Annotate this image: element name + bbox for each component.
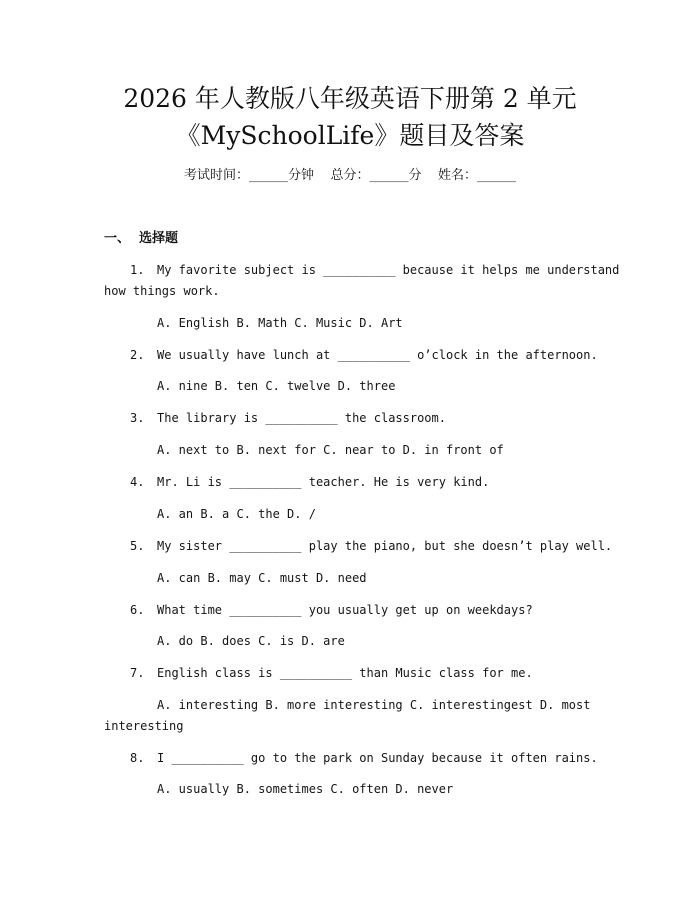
question-stem-line-1: My favorite subject is __________ because it helps me understand [157,263,620,277]
question-number: 8. [130,751,145,765]
question-options: A. nine B. ten C. twelve D. three [157,379,396,393]
question-stem-line-1: Mr. Li is __________ teacher. He is very kind. [157,475,490,489]
question-options: A. usually B. sometimes C. often D. never [157,782,454,796]
question-number: 2. [130,348,145,362]
question-number: 6. [130,603,145,617]
document-title-line-2: 《MySchoolLife》题目及答案 [175,121,525,150]
question-stem-line-1: I __________ go to the park on Sunday because it often rains. [157,751,598,765]
question-options: A. can B. may C. must D. need [157,571,367,585]
document-title-line-1: 2026 年人教版八年级英语下册第 2 单元 [123,84,577,113]
question-number: 4. [130,475,145,489]
question-number: 7. [130,666,145,680]
question-options: A. an B. a C. the D. / [157,507,316,521]
question-stem-line-1: The library is __________ the classroom. [157,411,446,425]
section-heading: 一、 选择题 [104,231,179,246]
question-options: A. do B. does C. is D. are [157,634,345,648]
question-number: 5. [130,539,145,553]
question-options-line-2: interesting [104,719,184,733]
question-stem-line-1: English class is __________ than Music class for me. [157,666,533,680]
exam-meta-info: 考试时间：______分钟 总分：______分 姓名：______ [183,168,517,183]
question-stem-line-1: What time __________ you usually get up on weekdays? [157,603,533,617]
question-stem-line-1: We usually have lunch at __________ o’clock in the afternoon. [157,348,598,362]
question-number: 1. [130,263,145,277]
question-options: A. next to B. next for C. near to D. in front of [157,443,504,457]
question-options: A. English B. Math C. Music D. Art [157,316,403,330]
question-stem-line-2: how things work. [104,284,220,298]
question-stem-line-1: My sister __________ play the piano, but she doesn’t play well. [157,539,613,553]
question-options: A. interesting B. more interesting C. interestingest D. most [157,698,591,712]
question-number: 3. [130,411,145,425]
